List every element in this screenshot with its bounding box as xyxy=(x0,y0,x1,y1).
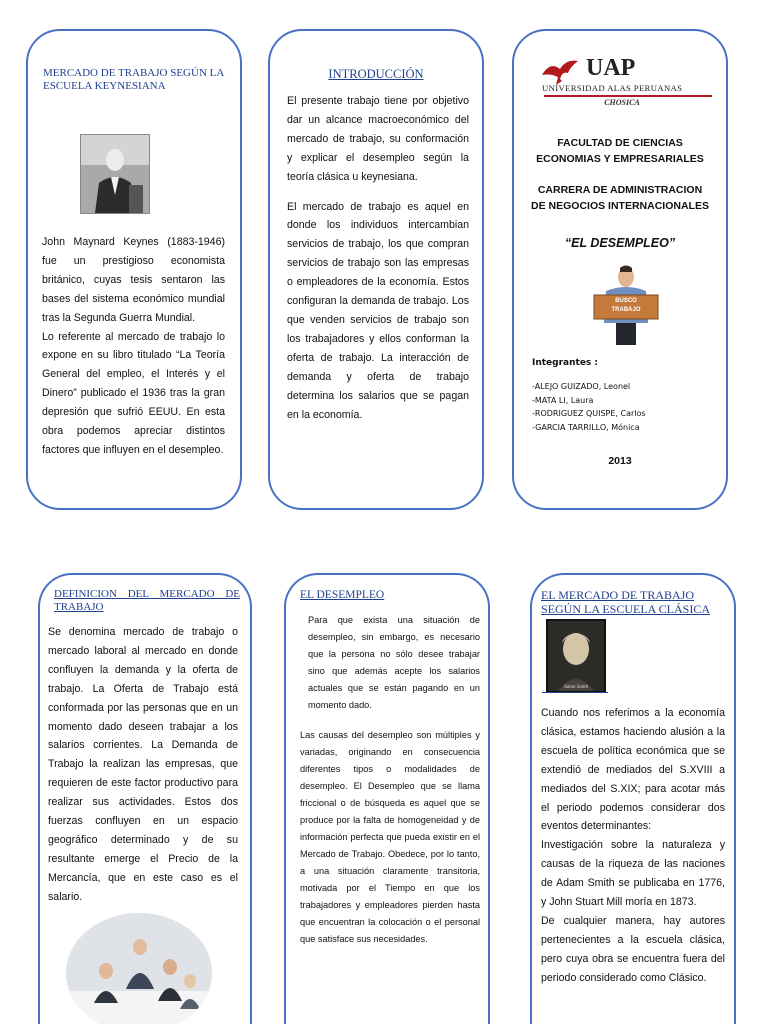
uap-swoosh xyxy=(544,95,712,97)
unemployment-paragraph-1: Para que exista una situación de desempleo, sin embargo, es necesario que la persona no sólo desee trabajar sino que además acepte los salarios actuales que se están pagando en un momento dado. xyxy=(308,615,480,710)
intro-paragraph-2: El mercado de trabajo es aquel en donde los individuos intercambian servicios de trabajo, los que compran servicios de trabajo son las empresas o empleadores de la economía. Estos configuran la demanda de trabajo. Los que venden servicios de trabajo son los trabajadores y ellos conforman la oferta de trabajo. La interacción de demanda y oferta de trabajo determina los salarios que se pagan en la economía. xyxy=(287,200,469,421)
definition-text xyxy=(48,623,238,907)
career-line-1: CARRERA DE ADMINISTRACION xyxy=(537,184,703,196)
intro-title: INTRODUCCIÓN xyxy=(328,67,424,81)
faculty-line-2: ECONOMIAS Y EMPRESARIALES xyxy=(536,153,704,165)
uap-logo xyxy=(530,55,714,111)
definition-paragraph-1: Se denomina mercado de trabajo o mercado laboral al mercado en donde confluyen la demanda y la oferta de trabajo. La Oferta de Trabajo está conformada por las personas que en un momento dado deseen trabajar a los salarios corrientes. La Demanda de Trabajo la realizan las empresas, que requieren de este factor productivo para realizar sus actividades. Estos dos fuerzas confluyen en un espacio geográfico determinado y de su resultante emerge el Precio de la Mercancía, que en este caso es el salario. xyxy=(48,626,238,903)
classic-title: EL MERCADO DE TRABAJO SEGÚN LA ESCUELA CLÁSICA xyxy=(541,588,711,616)
career-line-2: DE NEGOCIOS INTERNACIONALES xyxy=(531,200,709,212)
panel-unemployment xyxy=(284,573,490,1024)
intro-text xyxy=(287,92,469,424)
panel-classic xyxy=(530,573,736,1024)
classic-text xyxy=(541,704,725,988)
member-item: -ALEJO GUIZADO, Leonel xyxy=(532,382,631,391)
unemployment-title: EL DESEMPLEO xyxy=(300,589,385,601)
uap-brand: UAP xyxy=(586,55,636,81)
faculty-line-1: FACULTAD DE CIENCIAS xyxy=(557,137,683,149)
members-label: Integrantes : xyxy=(532,358,599,368)
keynes-title: MERCADO DE TRABAJO SEGÚN LA ESCUELA KEYNESIANA xyxy=(43,67,224,92)
portrait-caption: Adam Smith xyxy=(563,685,589,690)
classic-paragraph-2: Investigación sobre la naturaleza y causas de la riqueza de las naciones de Adam Smith se publicaba en 1776, y John Stuart Mill moría en 1873. xyxy=(541,839,725,909)
panel-keynes xyxy=(26,29,242,510)
keynes-text xyxy=(42,233,225,460)
portrait-underline xyxy=(542,692,608,693)
member-item: -MATA LI, Laura xyxy=(532,395,594,405)
topic-title: “EL DESEMPLEO” xyxy=(564,236,676,250)
member-item: -RODRIGUEZ QUISPE, Carlos xyxy=(532,409,646,418)
sign-line-1: BUSCO xyxy=(615,298,637,304)
unemployment-paragraph-2: Las causas del desempleo son múltiples y variadas, originando en consecuencia diferentes tipos o modalidades de desempleo. El Desempleo que se llama friccional o de búsqueda es aquel que se produce por la falta de homogeneidad y de información perfecta que pueda existir en el Mercado de Trabajo. Obedece, por lo tanto, a una situación claramente transitoria, motivada por el Tiempo en que los trabajadores y empleadores pierden hasta que encuentran la colocación o el personal que satisface sus necesidades. xyxy=(300,730,480,944)
member-item: -GARCIA TARRILLO, Mónica xyxy=(532,422,640,432)
classic-paragraph-1: Cuando nos referimos a la economía clásica, estamos haciendo alusión a la escuela de política económica que se extendió de mediados del S.XVIII a mediados del S.XIX; para acotar más el periodo podemos considerar dos eventos determinantes: xyxy=(541,707,725,833)
sign-line-2: TRABAJO xyxy=(611,307,641,313)
year: 2013 xyxy=(608,455,632,467)
faculty-heading xyxy=(514,135,726,167)
panel-introduction xyxy=(268,29,484,510)
members-list xyxy=(532,380,712,434)
keynes-paragraph-2: Lo referente al mercado de trabajo lo expone en su libro titulado “La Teoría General del empleo, el Interés y el Dinero” publicado el 1936 tras la gran depresión que sufrió EEUU. En esta obra podemos apreciar distintos factores que influyen en el desempleo. xyxy=(42,330,225,456)
definition-title: DEFINICION DEL MERCADO DE TRABAJO xyxy=(54,588,240,613)
meeting-photo xyxy=(66,913,212,1024)
uap-city: CHOSICA xyxy=(604,98,640,107)
job-seeker-illustration xyxy=(590,265,662,345)
uap-university-name: UNIVERSIDAD ALAS PERUANAS xyxy=(542,83,683,93)
panel-cover xyxy=(512,29,728,510)
unemployment-text xyxy=(300,612,480,948)
intro-paragraph-1: El presente trabajo tiene por objetivo dar un alcance macroeconómico del mercado de trabajo, su conformación y explicar el desempleo según la teoría clásica u keynesiana. xyxy=(287,95,469,183)
career-heading xyxy=(514,182,726,214)
adam-smith-portrait xyxy=(546,619,606,693)
keynes-photo xyxy=(80,134,150,214)
classic-paragraph-3: De cualquier manera, hay autores pertenecientes a la escuela clásica, pero cuya obra se encuentra fuera del periodo considerado como Clásico. xyxy=(541,914,725,984)
panel-definition xyxy=(38,573,252,1024)
keynes-paragraph-1: John Maynard Keynes (1883-1946) fue un prestigioso economista británico, cuyas tesis sentaron las bases del sistema económico mundial tras la Segunda Guerra Mundial. xyxy=(42,236,225,324)
